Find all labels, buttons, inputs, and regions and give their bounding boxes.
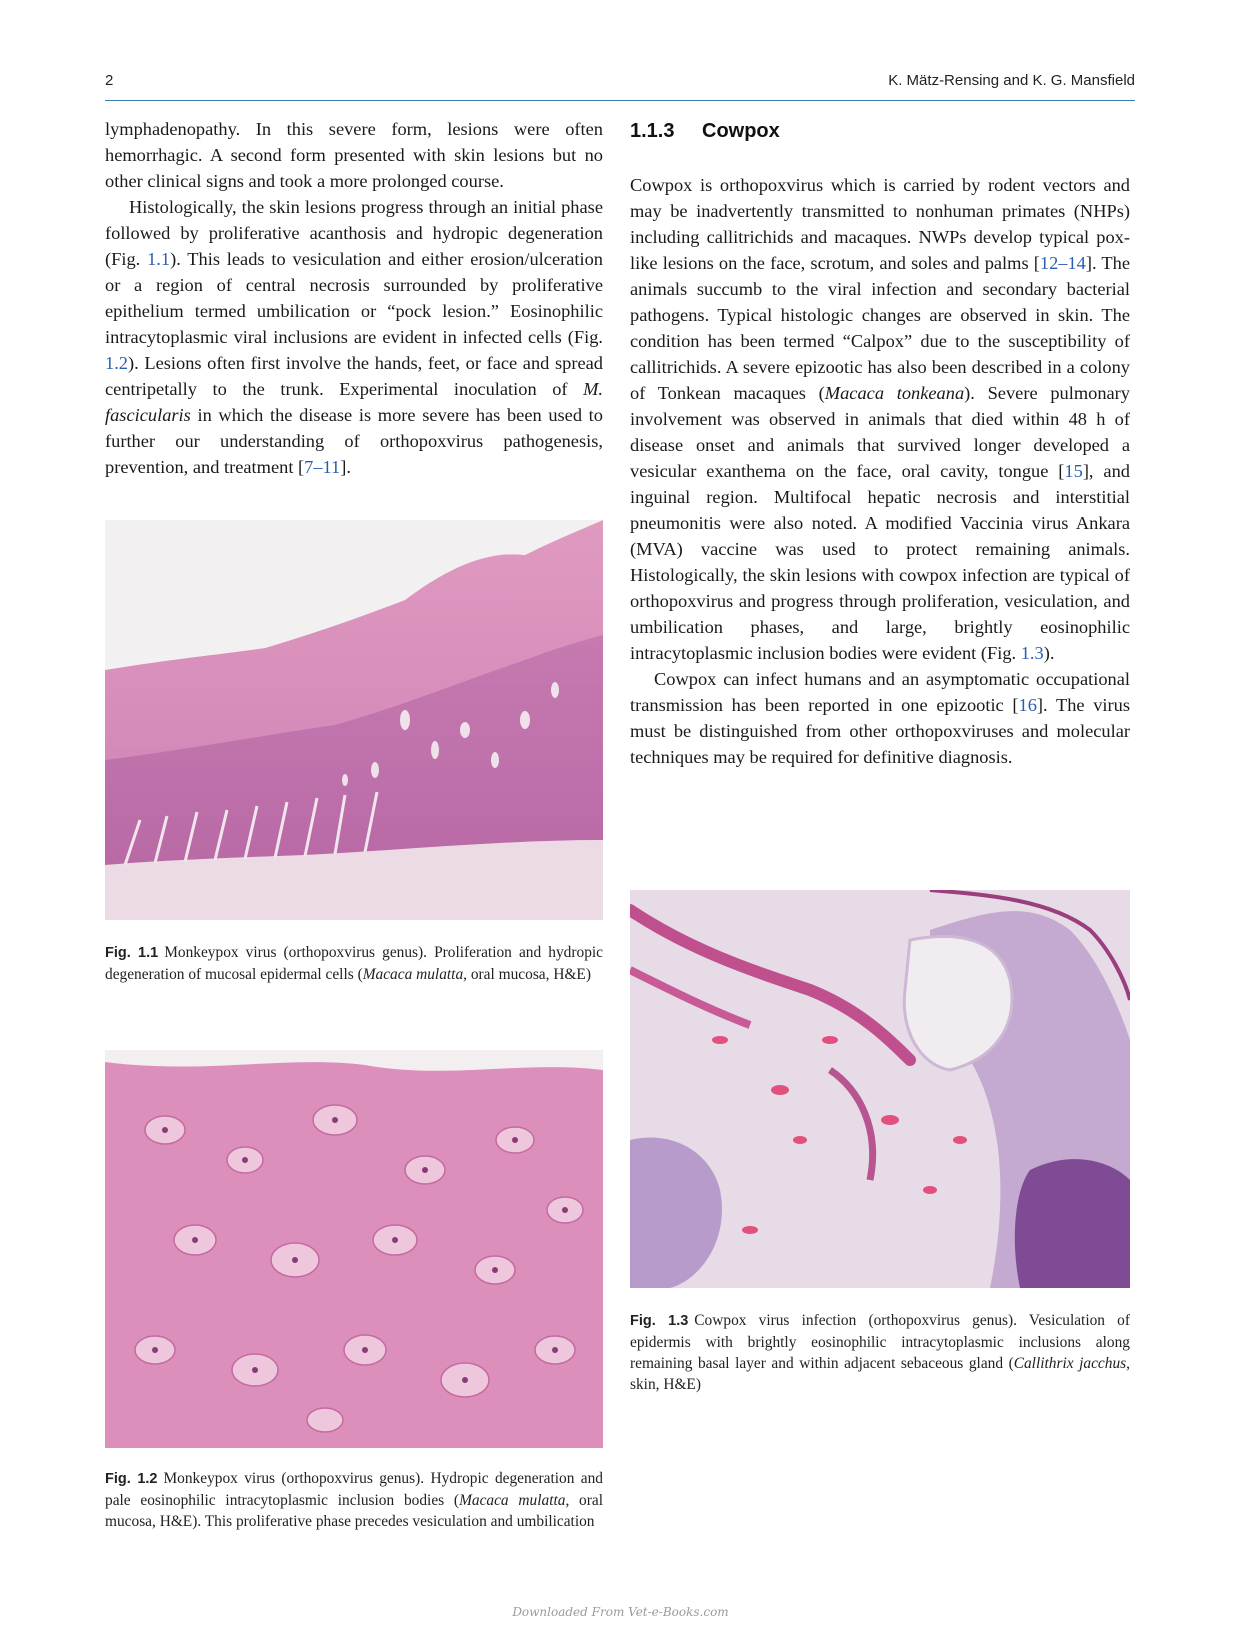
running-head-authors: K. Mätz-Rensing and K. G. Mansfield	[888, 72, 1135, 89]
figure-1-1-caption: Fig. 1.1 Monkeypox virus (orthopoxvirus genus). Proliferation and hydropic degeneration of mucosal epidermal cells (Macaca mulatta, oral mucosa, H&E)	[105, 944, 603, 983]
citation-link[interactable]: 7–11	[304, 457, 341, 477]
figure-label: Fig. 1.2	[105, 1471, 158, 1487]
figure-label: Fig. 1.3	[630, 1313, 689, 1329]
figure-ref-link[interactable]: 1.2	[105, 353, 128, 373]
micrograph-hydropic-degeneration	[105, 1050, 603, 1448]
paragraph: Cowpox can infect humans and an asymptomatic occupational transmission has been reported in one epizootic [16]. The virus must be distinguished from other orthopoxviruses and molecular techniques may be required for definitive diagnosis.	[630, 669, 1130, 767]
left-column-text	[105, 116, 603, 480]
figure-ref-link[interactable]: 1.3	[1020, 643, 1044, 663]
citation-link[interactable]: 15	[1064, 461, 1083, 481]
figure-label: Fig. 1.1	[105, 945, 159, 961]
species-name: Macaca mulatta	[362, 966, 464, 983]
citation-link[interactable]: 16	[1018, 695, 1037, 715]
citation-link[interactable]: 12–14	[1039, 253, 1086, 273]
right-column-text	[630, 116, 1130, 770]
figure-1-3-caption: Fig. 1.3 Cowpox virus infection (orthopoxvirus genus). Vesiculation of epidermis with brightly eosinophilic intracytoplasmic inclusions along remaining basal layer and within adjacent sebaceous gland (Callithrix jacchus, skin, H&E)	[630, 1312, 1130, 1393]
section-heading	[630, 116, 1130, 146]
paragraph: lymphadenopathy. In this severe form, lesions were often hemorrhagic. A second form presented with skin lesions but no other clinical signs and took a more prolonged course.	[105, 119, 603, 191]
figure-ref-link[interactable]: 1.1	[147, 249, 171, 269]
section-number: 1.1.3	[630, 120, 675, 142]
species-name: M. fascicularis	[105, 379, 603, 425]
figure-1-2-image	[105, 1050, 603, 1448]
micrograph-oral-mucosa	[105, 520, 603, 920]
species-name: Callithrix jacchus	[1013, 1355, 1127, 1372]
running-head	[105, 70, 1135, 101]
download-watermark: Downloaded From Vet-e-Books.com	[512, 1605, 729, 1619]
page-number: 2	[105, 72, 114, 89]
species-name: Macaca tonkeana	[824, 383, 965, 403]
micrograph-cowpox-skin	[630, 890, 1130, 1288]
figure-1-1-image	[105, 520, 603, 920]
figure-1-2-caption: Fig. 1.2 Monkeypox virus (orthopoxvirus genus). Hydropic degeneration and pale eosinophilic intracytoplasmic inclusion bodies (Macaca mulatta, oral mucosa, H&E). This proliferative phase precedes vesiculation and umbilication	[105, 1470, 604, 1530]
section-title: Cowpox	[702, 120, 780, 142]
figure-1-3-image	[630, 890, 1130, 1288]
paragraph: Histologically, the skin lesions progress through an initial phase followed by proliferative acanthosis and hydropic degeneration (Fig. 1.1). This leads to vesiculation and either erosion/ulceration or a region of central necrosis surrounded by proliferative epithelium termed umbilication or “pock lesion.” Eosinophilic intracytoplasmic viral inclusions are evident in infected cells (Fig. 1.2). Lesions often first involve the hands, feet, or face and spread centripetally to the trunk. Experimental inoculation of M. fascicularis in which the disease is more severe has been used to further our understanding of orthopoxvirus pathogenesis, prevention, and treatment [7–11].	[105, 197, 603, 477]
paragraph: Cowpox is orthopoxvirus which is carried by rodent vectors and may be inadvertently transmitted to nonhuman primates (NHPs) including callitrichids and macaques. NWPs develop typical pox-like lesions on the face, scrotum, and soles and palms [12–14]. The animals succumb to the viral infection and secondary bacterial pathogens. Typical histologic changes are observed in skin. The condition has been termed “Calpox” due to the susceptibility of callitrichids. A severe epizootic has also been described in a colony of Tonkean macaques (Macaca tonkeana). Severe pulmonary involvement was observed in animals that died within 48 h of disease onset and animals that survived longer developed a vesicular exanthema on the face, oral cavity, tongue [15], and inguinal region. Multifocal hepatic necrosis and interstitial pneumonitis were also noted. A modified Vaccinia virus Ankara (MVA) vaccine was used to protect remaining animals. Histologically, the skin lesions with cowpox infection are typical of orthopoxvirus and progress through proliferation, vesiculation, and umbilication phases, and large, brightly eosinophilic intracytoplasmic inclusion bodies were evident (Fig. 1.3).	[630, 175, 1131, 663]
species-name: Macaca mulatta	[459, 1492, 566, 1509]
